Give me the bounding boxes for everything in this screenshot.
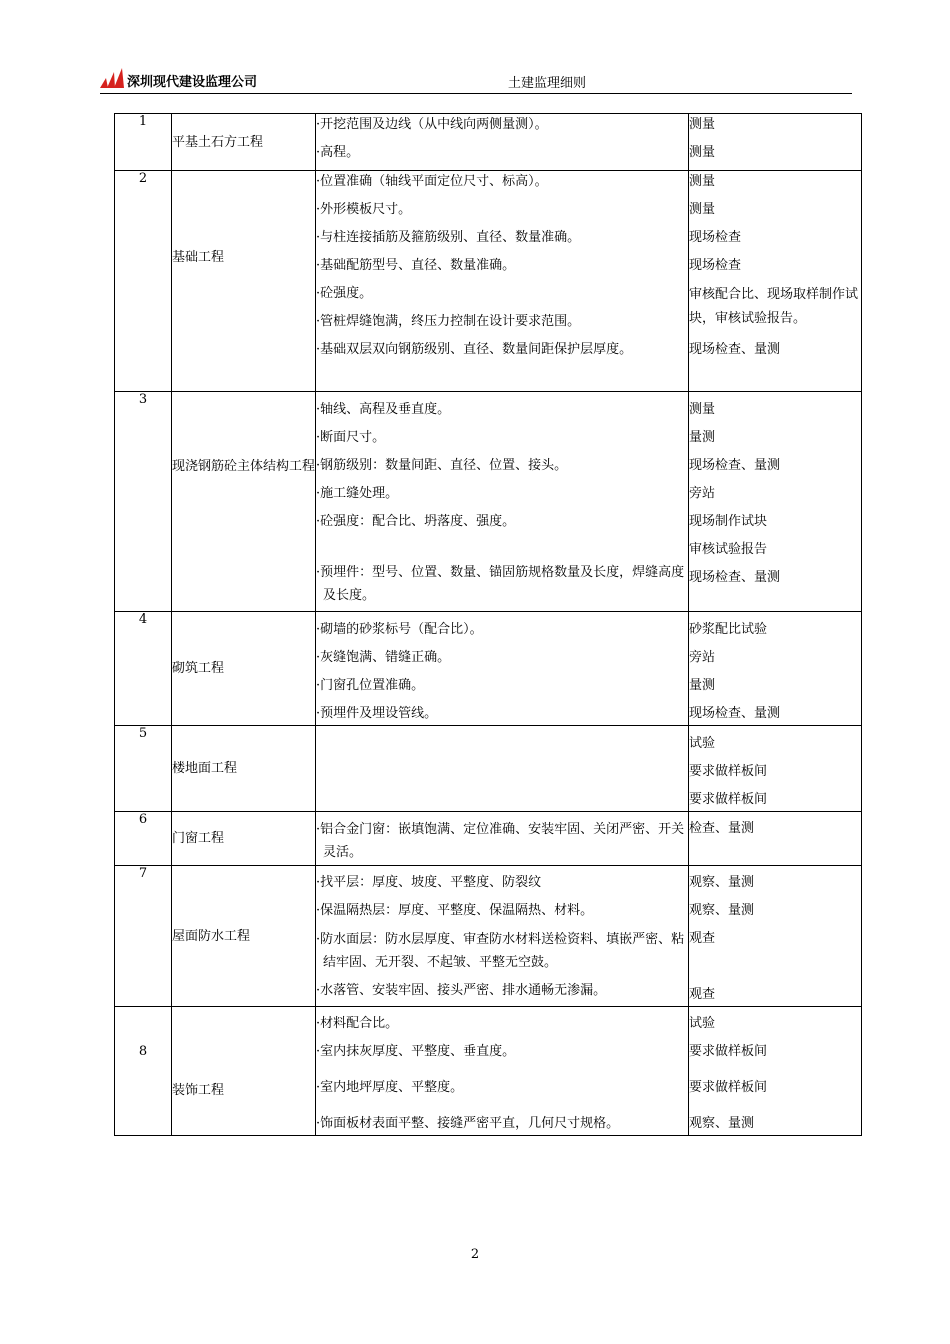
check-method: 要求做样板间 xyxy=(689,792,768,807)
check-item: ·钢筋级别：数量间距、直径、位置、接头。 xyxy=(316,458,568,473)
company-logo-icon xyxy=(100,68,126,88)
check-item: ·施工缝处理。 xyxy=(316,486,399,501)
check-methods xyxy=(689,392,862,612)
check-item: ·门窗孔位置准确。 xyxy=(316,678,425,693)
check-method: 要求做样板间 xyxy=(689,1044,768,1059)
check-item: ·灰缝饱满、错缝正确。 xyxy=(316,650,451,665)
check-method: 量测 xyxy=(689,430,716,445)
page-number: 2 xyxy=(470,1247,480,1262)
check-method: 现场检查、量测 xyxy=(689,570,781,585)
check-item: ·室内地坪厚度、平整度。 xyxy=(316,1080,464,1095)
check-item: ·饰面板材表面平整、接缝严密平直，几何尺寸规格。 xyxy=(316,1116,620,1131)
check-methods xyxy=(689,612,862,726)
check-method: 现场检查、量测 xyxy=(689,342,781,357)
check-item: ·找平层：厚度、坡度、平整度、防裂纹 xyxy=(316,875,542,890)
check-methods xyxy=(689,866,862,1007)
check-item: ·断面尺寸。 xyxy=(316,430,386,445)
check-method: 现场制作试块 xyxy=(689,514,768,529)
check-method: 现场检查、量测 xyxy=(689,706,781,721)
check-method: 测量 xyxy=(689,117,716,132)
check-method: 测量 xyxy=(689,402,716,417)
check-method: 现场检查 xyxy=(689,230,742,245)
check-item: ·基础双层双向钢筋级别、直径、数量间距保护层厚度。 xyxy=(316,342,633,357)
table-row xyxy=(115,812,862,866)
page-header xyxy=(100,68,852,94)
company-name: 深圳现代建设监理公司 xyxy=(127,75,258,90)
check-item: ·位置准确（轴线平面定位尺寸、标高）。 xyxy=(316,174,548,189)
check-method: 审核试验报告 xyxy=(689,542,768,557)
check-method: 观察、量测 xyxy=(689,903,755,918)
check-methods xyxy=(689,114,862,171)
check-item: ·预埋件及埋设管线。 xyxy=(316,706,438,721)
project-name: 砌筑工程 xyxy=(172,661,225,676)
check-method: 测量 xyxy=(689,202,716,217)
check-method: 观查 xyxy=(689,931,716,946)
check-items xyxy=(316,812,689,866)
check-item: ·铝合金门窗：嵌填饱满、定位准确、安装牢固、关闭严密、开关灵活。 xyxy=(316,822,685,860)
check-methods xyxy=(689,171,862,392)
check-method: 测量 xyxy=(689,145,716,160)
table-row xyxy=(115,612,862,726)
row-number: 1 xyxy=(115,114,172,171)
check-method: 观察、量测 xyxy=(689,875,755,890)
check-items xyxy=(316,1007,689,1136)
row-number: 3 xyxy=(115,392,172,612)
row-number: 5 xyxy=(115,726,172,812)
check-method: 观察、量测 xyxy=(689,1116,755,1131)
check-items xyxy=(316,726,689,812)
check-item: ·轴线、高程及垂直度。 xyxy=(316,402,451,417)
check-items xyxy=(316,866,689,1007)
project-name: 装饰工程 xyxy=(172,1083,225,1098)
check-items xyxy=(316,114,689,171)
project-name: 平基土石方工程 xyxy=(172,134,264,150)
project-name: 楼地面工程 xyxy=(172,761,238,776)
check-method: 现场检查、量测 xyxy=(689,458,781,473)
check-methods xyxy=(689,726,862,812)
check-method: 量测 xyxy=(689,678,716,693)
check-item: ·高程。 xyxy=(316,145,360,160)
table-row xyxy=(115,866,862,1007)
check-items xyxy=(316,612,689,726)
table-row xyxy=(115,392,862,612)
check-method: 现场检查 xyxy=(689,258,742,273)
check-item: ·与柱连接插筋及箍筋级别、直径、数量准确。 xyxy=(316,230,581,245)
project-name: 现浇钢筋砼主体结构工程 xyxy=(172,459,316,474)
check-method: 要求做样板间 xyxy=(689,1080,768,1095)
table-row xyxy=(115,726,862,812)
check-item: ·开挖范围及边线（从中线向两侧量测）。 xyxy=(316,117,548,132)
check-method: 审核配合比、现场取样制作试块，审核试验报告。 xyxy=(689,287,859,326)
check-method: 试验 xyxy=(689,1016,716,1031)
check-method: 旁站 xyxy=(689,486,716,501)
check-method: 检查、量测 xyxy=(689,821,755,836)
row-number: 7 xyxy=(115,866,172,1007)
check-method: 观查 xyxy=(689,987,716,1002)
check-item: ·材料配合比。 xyxy=(316,1016,399,1031)
check-items xyxy=(316,171,689,392)
check-item: ·外形模板尺寸。 xyxy=(316,202,412,217)
check-methods xyxy=(689,1007,862,1136)
row-number: 8 xyxy=(115,1007,172,1136)
row-number: 4 xyxy=(115,612,172,726)
table-row xyxy=(115,114,862,171)
inspection-table xyxy=(114,113,862,1136)
check-item: ·预埋件：型号、位置、数量、锚固筋规格数量及长度，焊缝高度及长度。 xyxy=(316,565,685,603)
check-method: 要求做样板间 xyxy=(689,764,768,779)
check-item: ·室内抹灰厚度、平整度、垂直度。 xyxy=(316,1044,516,1059)
table-row xyxy=(115,1007,862,1136)
check-method: 测量 xyxy=(689,174,716,189)
header-divider xyxy=(100,93,852,94)
check-item: ·管桩焊缝饱满，终压力控制在设计要求范围。 xyxy=(316,314,581,329)
check-method: 旁站 xyxy=(689,650,716,665)
row-number: 6 xyxy=(115,812,172,866)
document-title: 土建监理细则 xyxy=(508,76,587,91)
check-method: 砂浆配比试验 xyxy=(689,622,768,637)
check-item: ·砼强度。 xyxy=(316,286,373,301)
check-item: ·基础配筋型号、直径、数量准确。 xyxy=(316,258,516,273)
check-items xyxy=(316,392,689,612)
project-name: 基础工程 xyxy=(172,250,225,265)
check-item: ·砼强度：配合比、坍落度、强度。 xyxy=(316,514,516,529)
table-row xyxy=(115,171,862,392)
check-item: ·防水面层：防水层厚度、审查防水材料送检资料、填嵌严密、粘结牢固、无开裂、不起皱、平整无空鼓。 xyxy=(316,932,685,970)
project-name: 屋面防水工程 xyxy=(172,928,251,944)
check-item: ·砌墙的砂浆标号（配合比）。 xyxy=(316,622,483,637)
row-number: 2 xyxy=(115,171,172,392)
check-method: 试验 xyxy=(689,736,716,751)
check-methods xyxy=(689,812,862,866)
project-name: 门窗工程 xyxy=(172,831,225,846)
check-item: ·水落管、安装牢固、接头严密、排水通畅无渗漏。 xyxy=(316,983,607,998)
check-item: ·保温隔热层：厚度、平整度、保温隔热、材料。 xyxy=(316,903,594,918)
